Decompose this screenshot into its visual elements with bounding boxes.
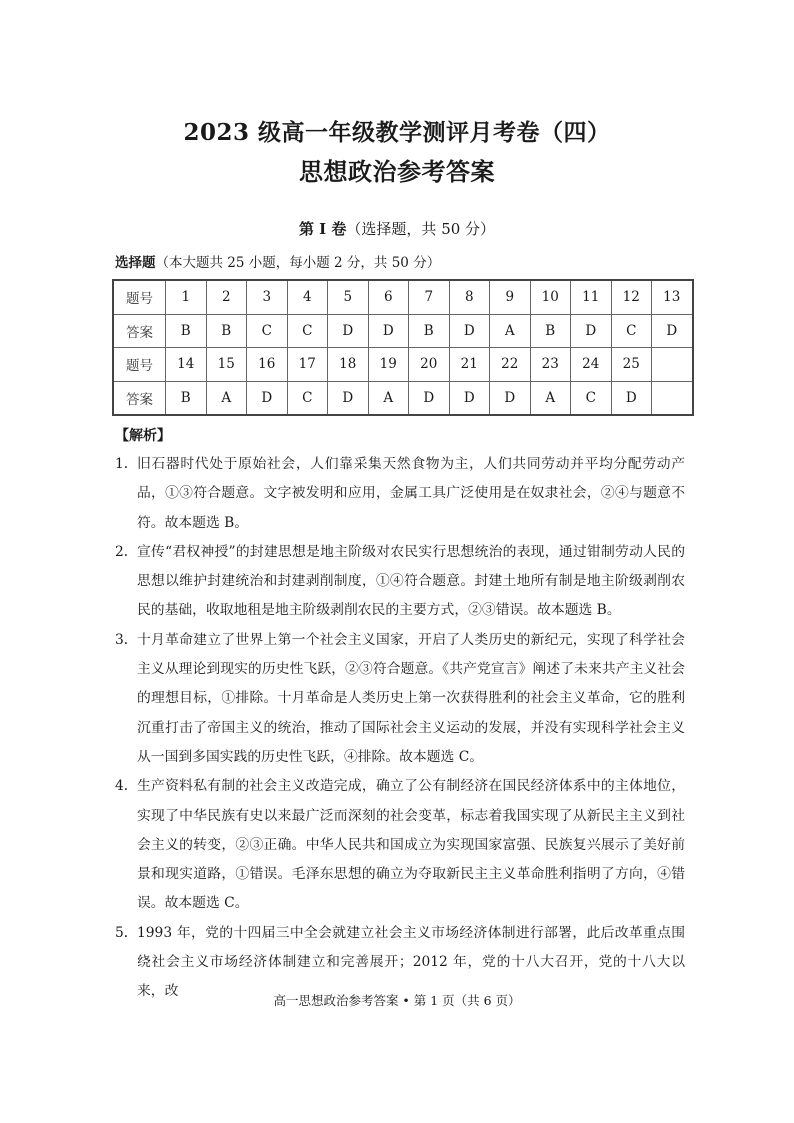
page-footer: 高一思想政治参考答案 • 第 1 页（共 6 页） bbox=[273, 993, 521, 1008]
question-number-cell: 1 bbox=[166, 280, 207, 314]
answer-cell: D bbox=[571, 314, 612, 348]
analysis-item bbox=[115, 450, 685, 538]
question-number-cell: 14 bbox=[166, 348, 207, 382]
answer-cell: C bbox=[247, 314, 288, 348]
analysis-item bbox=[115, 772, 685, 918]
answer-cell: B bbox=[206, 314, 247, 348]
answer-cell: B bbox=[409, 314, 450, 348]
answer-cell: D bbox=[247, 381, 288, 415]
item-text: 旧石器时代处于原始社会，人们靠采集天然食物为主，人们共同劳动并平均分配劳动产品，①③符合题意。文字被发明和应用，金属工具广泛使用是在奴隶社会，②④与题意不符。故本题选 B。 bbox=[137, 456, 685, 531]
item-number: 5． bbox=[115, 924, 138, 941]
analysis-item bbox=[115, 538, 685, 626]
item-number: 2． bbox=[115, 543, 138, 560]
question-number-cell: 6 bbox=[368, 280, 409, 314]
answer-cell: C bbox=[287, 381, 328, 415]
question-number-cell: 5 bbox=[328, 280, 369, 314]
answer-table bbox=[112, 279, 694, 416]
question-row-header: 题号 bbox=[113, 280, 166, 314]
item-text: 1993 年，党的十四届三中全会就建立社会主义市场经济体制进行部署，此后改革重点围绕社会主义市场经济体制建立和完善展开；2012 年，党的十八大召开，党的十八大以来，改 bbox=[137, 924, 685, 1000]
question-number-cell: 17 bbox=[287, 348, 328, 382]
answer-cell: D bbox=[328, 381, 369, 415]
answer-cell: C bbox=[611, 314, 652, 348]
answer-cell: A bbox=[368, 381, 409, 415]
question-number-cell bbox=[652, 348, 693, 382]
part-detail: （选择题，共 50 分） bbox=[346, 220, 496, 238]
item-text: 宣传“君权神授”的封建思想是地主阶级对农民实行思想统治的表现，通过钳制劳动人民的思想以维护封建统治和封建剥削制度，①④符合题意。封建土地所有制是地主阶级剥削农民的基础，收取地租是地主阶级剥削农民的主要方式，②③错误。故本题选 B。 bbox=[137, 543, 685, 619]
answer-cell: D bbox=[652, 314, 693, 348]
part-label: 第 I 卷 bbox=[298, 220, 347, 238]
answer-cell: D bbox=[490, 381, 531, 415]
answer-cell: B bbox=[530, 314, 571, 348]
item-text: 生产资料私有制的社会主义改造完成，确立了公有制经济在国民经济体系中的主体地位，实现了中华民族有史以来最广泛而深刻的社会变革，标志着我国实现了从新民主主义到社会主义的转变，②③正确。中华人民共和国成立为实现国家富强、民族复兴展示了美好前景和现实道路，①错误。毛泽东思想的确立为夺取新民主主义革命胜利指明了方向，④错误。故本题选 C。 bbox=[137, 778, 685, 912]
question-number-cell: 9 bbox=[490, 280, 531, 314]
answer-cell: D bbox=[328, 314, 369, 348]
answer-cell: A bbox=[490, 314, 531, 348]
question-number-cell: 7 bbox=[409, 280, 450, 314]
answer-cell: C bbox=[287, 314, 328, 348]
item-number: 1． bbox=[115, 456, 138, 472]
answer-cell: D bbox=[409, 381, 450, 415]
question-number-cell: 22 bbox=[490, 348, 531, 382]
question-number-cell: 12 bbox=[611, 280, 652, 314]
answer-cell bbox=[652, 381, 693, 415]
answer-cell: B bbox=[166, 381, 207, 415]
answer-cell: B bbox=[166, 314, 207, 348]
document-subtitle: 思想政治参考答案 bbox=[299, 157, 495, 186]
item-number: 4． bbox=[115, 778, 138, 795]
answer-row bbox=[113, 314, 693, 348]
answer-cell: C bbox=[571, 381, 612, 415]
item-text: 十月革命建立了世界上第一个社会主义国家，开启了人类历史的新纪元，实现了科学社会主义从理论到现实的历史性飞跃，②③符合题意。《共产党宣言》阐述了未来共产主义社会的理想目标，①排除。十月革命是人类历史上第一次获得胜利的社会主义革命，它的胜利沉重打击了帝国主义的统治，推动了国际社会主义运动的发展，并没有实现科学社会主义从一国到多国实践的历史性飞跃，④排除。故本题选 C。 bbox=[137, 631, 685, 765]
question-number-cell: 15 bbox=[206, 348, 247, 382]
question-row bbox=[113, 280, 693, 314]
question-row bbox=[113, 348, 693, 382]
question-number-cell: 3 bbox=[247, 280, 288, 314]
answer-cell: D bbox=[449, 381, 490, 415]
answer-row-header: 答案 bbox=[113, 314, 166, 348]
analysis-heading: 【解析】 bbox=[115, 428, 171, 444]
question-number-cell: 2 bbox=[206, 280, 247, 314]
answer-cell: D bbox=[368, 314, 409, 348]
section-detail: （本大题共 25 小题，每小题 2 分，共 50 分） bbox=[155, 255, 441, 271]
question-number-cell: 16 bbox=[247, 348, 288, 382]
question-number-cell: 25 bbox=[611, 348, 652, 382]
document-title: 2023 级高一年级教学测评月考卷（四） bbox=[183, 119, 611, 146]
question-number-cell: 8 bbox=[449, 280, 490, 314]
answer-cell: D bbox=[449, 314, 490, 348]
analysis-item bbox=[115, 626, 685, 772]
question-row-header: 题号 bbox=[113, 348, 166, 382]
question-number-cell: 4 bbox=[287, 280, 328, 314]
answer-cell: A bbox=[206, 381, 247, 415]
analysis-list bbox=[115, 450, 685, 1007]
question-number-cell: 24 bbox=[571, 348, 612, 382]
answer-row bbox=[113, 381, 693, 415]
question-number-cell: 18 bbox=[328, 348, 369, 382]
question-number-cell: 10 bbox=[530, 280, 571, 314]
item-number: 3． bbox=[115, 631, 138, 648]
question-number-cell: 21 bbox=[449, 348, 490, 382]
question-number-cell: 11 bbox=[571, 280, 612, 314]
question-number-cell: 20 bbox=[409, 348, 450, 382]
question-number-cell: 23 bbox=[530, 348, 571, 382]
section-label: 选择题 bbox=[115, 255, 156, 271]
answer-cell: D bbox=[611, 381, 652, 415]
section-heading bbox=[115, 251, 440, 271]
question-number-cell: 19 bbox=[368, 348, 409, 382]
answer-cell: A bbox=[530, 381, 571, 415]
question-number-cell: 13 bbox=[652, 280, 693, 314]
answer-row-header: 答案 bbox=[113, 381, 166, 415]
part-heading bbox=[0, 218, 794, 239]
